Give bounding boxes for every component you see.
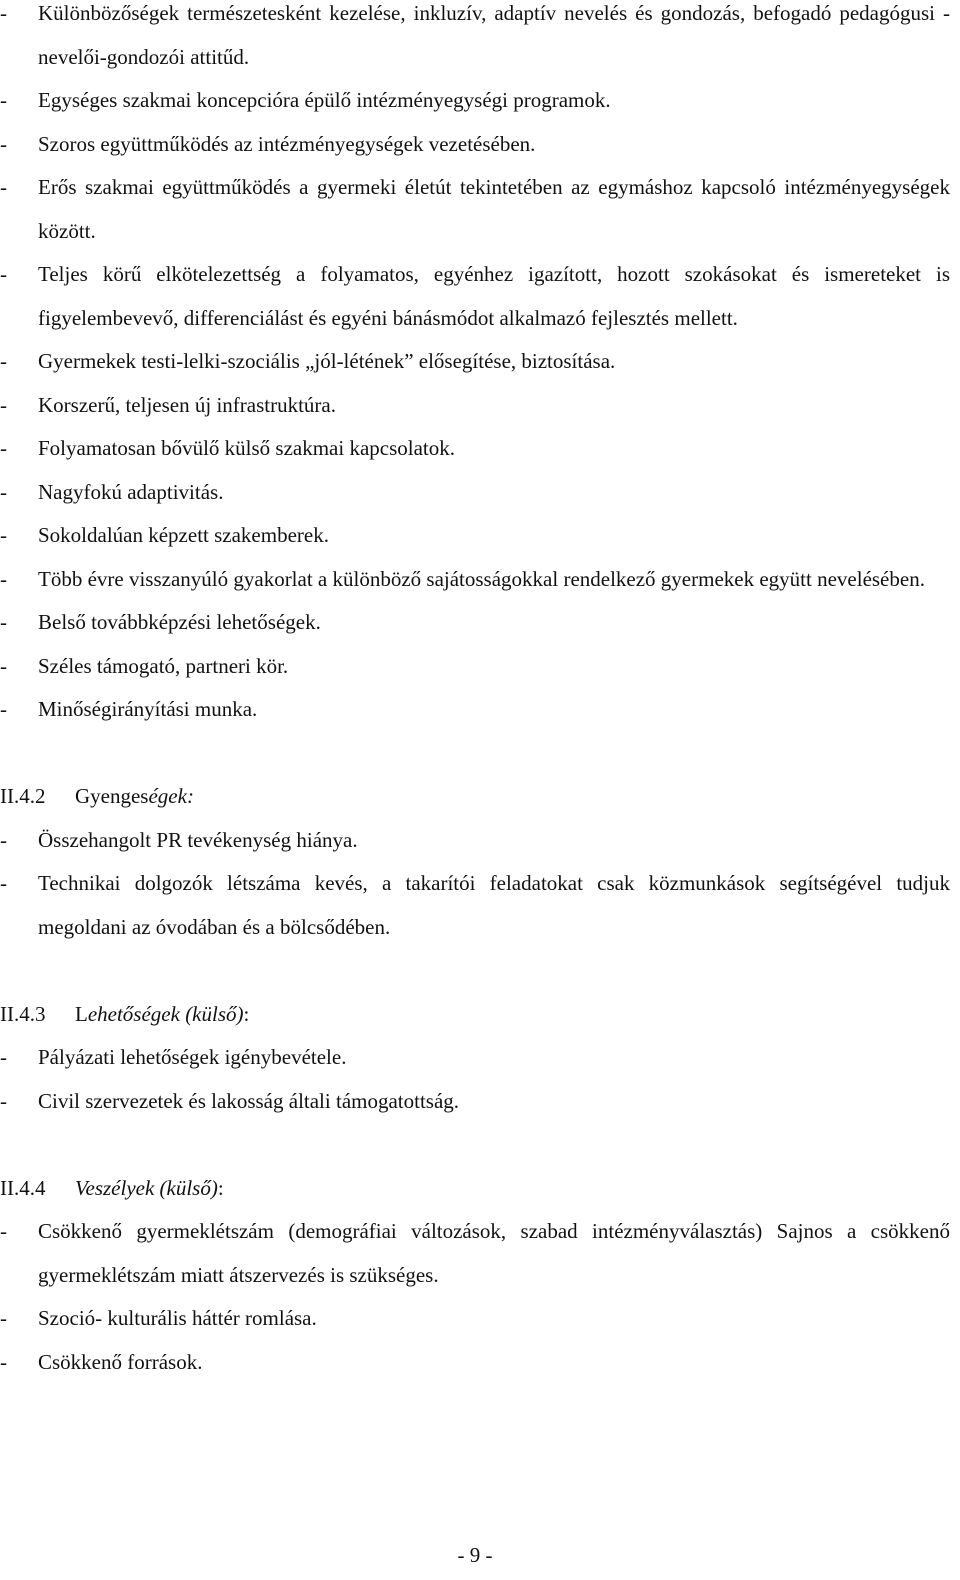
list-item-text: Gyermekek testi-lelki-szociális „jól-létének” elősegítése, biztosítása.	[38, 349, 616, 373]
opportunities-list	[0, 1036, 950, 1123]
list-dash: -	[0, 1088, 7, 1113]
weaknesses-list	[0, 819, 950, 950]
list-item	[0, 601, 950, 645]
list-dash: -	[0, 349, 7, 373]
section-heading-opportunities	[0, 993, 950, 1037]
list-item	[0, 471, 950, 515]
list-item	[0, 253, 950, 340]
section-heading-weaknesses	[0, 775, 950, 819]
list-item	[0, 427, 950, 471]
list-dash: -	[0, 88, 7, 112]
list-item	[0, 1297, 950, 1341]
section-title-suffix: :	[217, 1175, 224, 1200]
list-dash: -	[0, 262, 7, 286]
section-title-italic: ehetőségek (külső)	[87, 1001, 244, 1026]
list-item	[0, 340, 950, 384]
list-item-text: Egységes szakmai koncepcióra épülő intézményegységi programok.	[38, 88, 611, 112]
list-dash: -	[0, 1045, 7, 1069]
list-item	[0, 819, 950, 863]
list-item-text: Különbözőségek természetesként kezelése, inkluzív, adaptív nevelés és gondozás, befogadó pedagógusi - nevelői-gondozói attitűd.	[38, 1, 950, 69]
list-item-text: Szoció- kulturális háttér romlása.	[38, 1306, 317, 1330]
section-number: II.4.3	[0, 1001, 46, 1026]
section-title: L	[75, 1001, 88, 1026]
list-item	[0, 1080, 950, 1124]
list-item-text: Technikai dolgozók létszáma kevés, a takarítói feladatokat csak közmunkások segítségével tudjuk megoldani az óvodában és a bölcsődében.	[38, 871, 950, 939]
list-item	[0, 688, 950, 732]
list-item-text: Minőségirányítási munka.	[38, 697, 258, 721]
list-dash: -	[0, 697, 7, 721]
list-item	[0, 862, 950, 949]
list-dash: -	[0, 523, 7, 547]
list-item	[0, 645, 950, 689]
list-dash: -	[0, 1219, 7, 1243]
section-heading-threats	[0, 1167, 950, 1211]
list-dash: -	[0, 827, 7, 852]
section-title-italic: Veszélyek (külső)	[75, 1175, 218, 1200]
list-item-text: Erős szakmai együttműködés a gyermeki életút tekintetében az egymáshoz kapcsoló intézményegységek között.	[38, 175, 950, 243]
list-dash: -	[0, 175, 7, 199]
list-item-text: Civil szervezetek és lakosság általi támogatottság.	[38, 1088, 460, 1113]
list-item-text: Szoros együttműködés az intézményegységek vezetésében.	[38, 131, 536, 156]
section-title-suffix: :	[243, 1001, 250, 1026]
list-item-text: Széles támogató, partneri kör.	[38, 653, 289, 678]
section-number: II.4.4	[0, 1175, 46, 1200]
list-item	[0, 384, 950, 428]
list-dash: -	[0, 131, 7, 156]
list-dash: -	[0, 653, 7, 678]
list-item	[0, 1036, 950, 1080]
list-dash: -	[0, 436, 7, 460]
section-number: II.4.2	[0, 784, 46, 808]
list-item-text: Pályázati lehetőségek igénybevétele.	[38, 1045, 347, 1069]
list-dash: -	[0, 871, 7, 895]
list-dash: -	[0, 610, 7, 634]
list-item	[0, 1341, 950, 1385]
threats-list	[0, 1210, 950, 1384]
list-item-text: Korszerű, teljesen új infrastruktúra.	[38, 392, 336, 417]
list-dash: -	[0, 1306, 7, 1330]
section-title-italic: égek:	[148, 784, 194, 808]
strengths-list	[0, 0, 950, 732]
list-dash: -	[0, 479, 7, 504]
list-item	[0, 1210, 950, 1297]
list-item	[0, 166, 950, 253]
list-item-text: Összehangolt PR tevékenység hiánya.	[38, 827, 358, 852]
list-item	[0, 514, 950, 558]
section-title: Gyenges	[75, 784, 149, 808]
list-item-text: Folyamatosan bővülő külső szakmai kapcsolatok.	[38, 436, 456, 460]
list-item-text: Teljes körű elkötelezettség a folyamatos, egyénhez igazított, hozott szokásokat és ismereteket is figyelembevevő, differenciálást és egyéni bánásmódot alkalmazó fejlesztés mellett.	[38, 262, 950, 330]
list-item-text: Csökkenő gyermeklétszám (demográfiai változások, szabad intézményválasztás) Sajnos a csökkenő gyermeklétszám miatt átszervezés is szükséges.	[38, 1219, 950, 1287]
list-item	[0, 0, 950, 79]
list-item-text: Sokoldalúan képzett szakemberek.	[38, 523, 329, 547]
page-number: - 9 -	[457, 1543, 493, 1567]
list-dash: -	[0, 566, 7, 591]
list-item-text: Nagyfokú adaptivitás.	[38, 479, 224, 504]
list-item	[0, 79, 950, 123]
list-item-text: Belső továbbképzési lehetőségek.	[38, 610, 321, 634]
list-dash: -	[0, 392, 7, 417]
list-dash: -	[0, 1, 7, 25]
list-item	[0, 123, 950, 167]
list-dash: -	[0, 1349, 7, 1374]
list-item	[0, 558, 950, 602]
list-item-text: Csökkenő források.	[38, 1349, 203, 1374]
list-item-text: Több évre visszanyúló gyakorlat a különböző sajátosságokkal rendelkező gyermekek együtt nevelésében.	[38, 566, 925, 591]
